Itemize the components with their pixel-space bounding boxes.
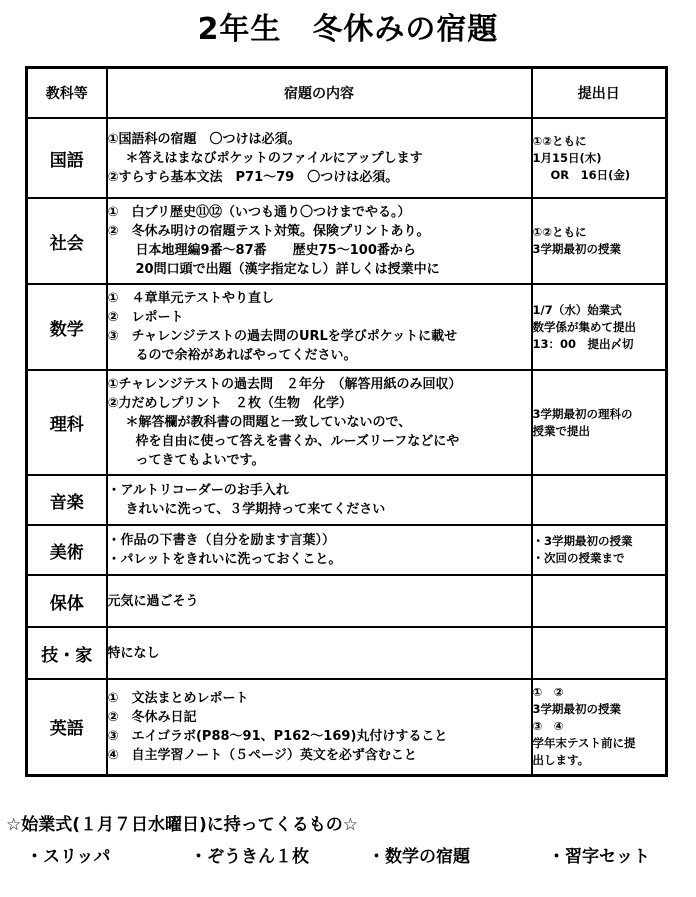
subject-cell: 保体: [27, 575, 107, 627]
content-cell: [107, 118, 532, 198]
date-line: 3学期最初の授業: [532, 242, 622, 256]
content-line: ① 白プリ歴史⑪⑫（いつも通り〇つけまでやる。）: [107, 205, 411, 220]
header-row: [27, 68, 667, 119]
date-line: ① ②: [532, 685, 564, 700]
header-subject: 教科等: [27, 68, 107, 119]
subject-cell: 技・家: [27, 627, 107, 679]
date-line: ③ ④: [532, 719, 564, 734]
bring-item: ・ぞうきん１枚: [190, 847, 309, 867]
content-line: ①チャレンジテストの過去問 ２年分 （解答用紙のみ回収）: [107, 377, 462, 392]
content-cell: [107, 525, 532, 575]
content-line: 元気に過ごそう: [107, 593, 199, 609]
date-line: ・次回の授業まで: [532, 551, 625, 565]
page-title: 2年生 冬休みの宿題: [197, 12, 499, 47]
subject-cell: 社会: [27, 198, 107, 284]
date-cell: [532, 575, 667, 627]
homework-table: [25, 66, 668, 777]
date-line: 授業で提出: [532, 423, 590, 438]
content-line: 特になし: [107, 645, 160, 661]
content-line: ③ エイゴラボ(P88～91、P162～169)丸付けすること: [107, 728, 448, 744]
bring-item: ・数学の宿題: [368, 847, 470, 867]
content-line: ＊答えはまなびポケットのファイルにアップします: [125, 150, 423, 166]
content-line: ってきてもよいです。: [135, 453, 265, 468]
subject-cell: 英語: [27, 679, 107, 775]
date-cell: [532, 679, 667, 775]
content-cell: [107, 370, 532, 475]
row-gika: [27, 627, 667, 679]
bring-items-title: ☆始業式(１月７日水曜日)に持ってくるもの☆: [6, 815, 359, 835]
date-cell: [532, 475, 667, 525]
content-line: ②すらすら基本文法 P71～79 〇つけは必須。: [107, 169, 399, 185]
row-bijutsu: [27, 525, 667, 575]
content-cell: [107, 575, 532, 627]
content-line: ・アルトリコーダーのお手入れ: [107, 483, 289, 498]
date-line: 学年末テスト前に提: [532, 736, 636, 751]
content-line: 20問口頭で出題（漢字指定なし）詳しくは授業中に: [135, 262, 440, 277]
content-line: 枠を自由に使って答えを書くか、ルーズリーフなどにや: [135, 434, 460, 449]
content-line: ① ４章単元テストやり直し: [107, 291, 274, 306]
date-cell: [532, 370, 667, 475]
date-line: OR 16日(金): [550, 167, 631, 182]
content-line: 日本地理編9番～87番 歴史75～100番から: [135, 243, 416, 258]
row-eigo: [27, 679, 667, 775]
content-line: ＊解答欄が教科書の問題と一致していないので、: [125, 415, 412, 430]
content-line: ③ チャレンジテストの過去問のURLを学びポケットに載せ: [107, 329, 458, 344]
content-line: ② 冬休み明けの宿題テスト対策。保険プリントあり。: [107, 224, 430, 239]
date-cell: [532, 118, 667, 198]
subject-cell: 数学: [27, 284, 107, 370]
content-line: ② 冬休み日記: [107, 709, 197, 725]
date-cell: [532, 525, 667, 575]
row-sugaku: [27, 284, 667, 370]
date-line: 1月15日(木): [532, 150, 602, 165]
content-line: ・パレットをきれいに洗っておくこと。: [107, 552, 342, 567]
date-line: ①②ともに: [532, 225, 587, 239]
subject-cell: 国語: [27, 118, 107, 198]
content-line: るので余裕があればやってください。: [135, 348, 357, 363]
header-content: 宿題の内容: [107, 68, 532, 119]
date-line: ・3学期最初の授業: [532, 534, 633, 548]
bring-item: ・スリッパ: [26, 847, 111, 867]
row-ongaku: [27, 475, 667, 525]
row-shakai: [27, 198, 667, 284]
content-line: ②力だめしプリント ２枚（生物 化学）: [107, 396, 352, 411]
date-cell: [532, 198, 667, 284]
date-line: ①②ともに: [532, 133, 587, 148]
subject-cell: 美術: [27, 525, 107, 575]
row-kokugo: [27, 118, 667, 198]
subject-cell: 理科: [27, 370, 107, 475]
content-line: きれいに洗って、３学期持って来てください: [125, 502, 386, 517]
bring-items-list: [0, 842, 696, 866]
content-line: ①国語科の宿題 〇つけは必須。: [107, 131, 301, 147]
date-line: 3学期最初の授業: [532, 702, 622, 717]
content-cell: [107, 284, 532, 370]
content-cell: [107, 198, 532, 284]
header-date: 提出日: [532, 68, 667, 119]
content-line: ・作品の下書き（自分を励ます言葉））: [107, 533, 336, 548]
subject-cell: 音楽: [27, 475, 107, 525]
bring-item: ・習字セット: [548, 847, 650, 867]
date-line: 出します。: [532, 753, 590, 768]
content-cell: [107, 627, 532, 679]
date-line: 3学期最初の理科の: [532, 406, 633, 421]
date-line: 数学係が集めて提出: [532, 319, 636, 334]
content-line: ② レポート: [107, 310, 184, 325]
content-cell: [107, 475, 532, 525]
content-line: ④ 自主学習ノート（５ページ）英文を必ず含むこと: [107, 747, 417, 763]
content-cell: [107, 679, 532, 775]
row-hotai: [27, 575, 667, 627]
date-line: 1/7（水）始業式: [532, 302, 622, 317]
date-cell: [532, 284, 667, 370]
date-cell: [532, 627, 667, 679]
content-line: ① 文法まとめレポート: [107, 690, 249, 706]
row-rika: [27, 370, 667, 475]
date-line: 13：00 提出〆切: [532, 336, 634, 351]
